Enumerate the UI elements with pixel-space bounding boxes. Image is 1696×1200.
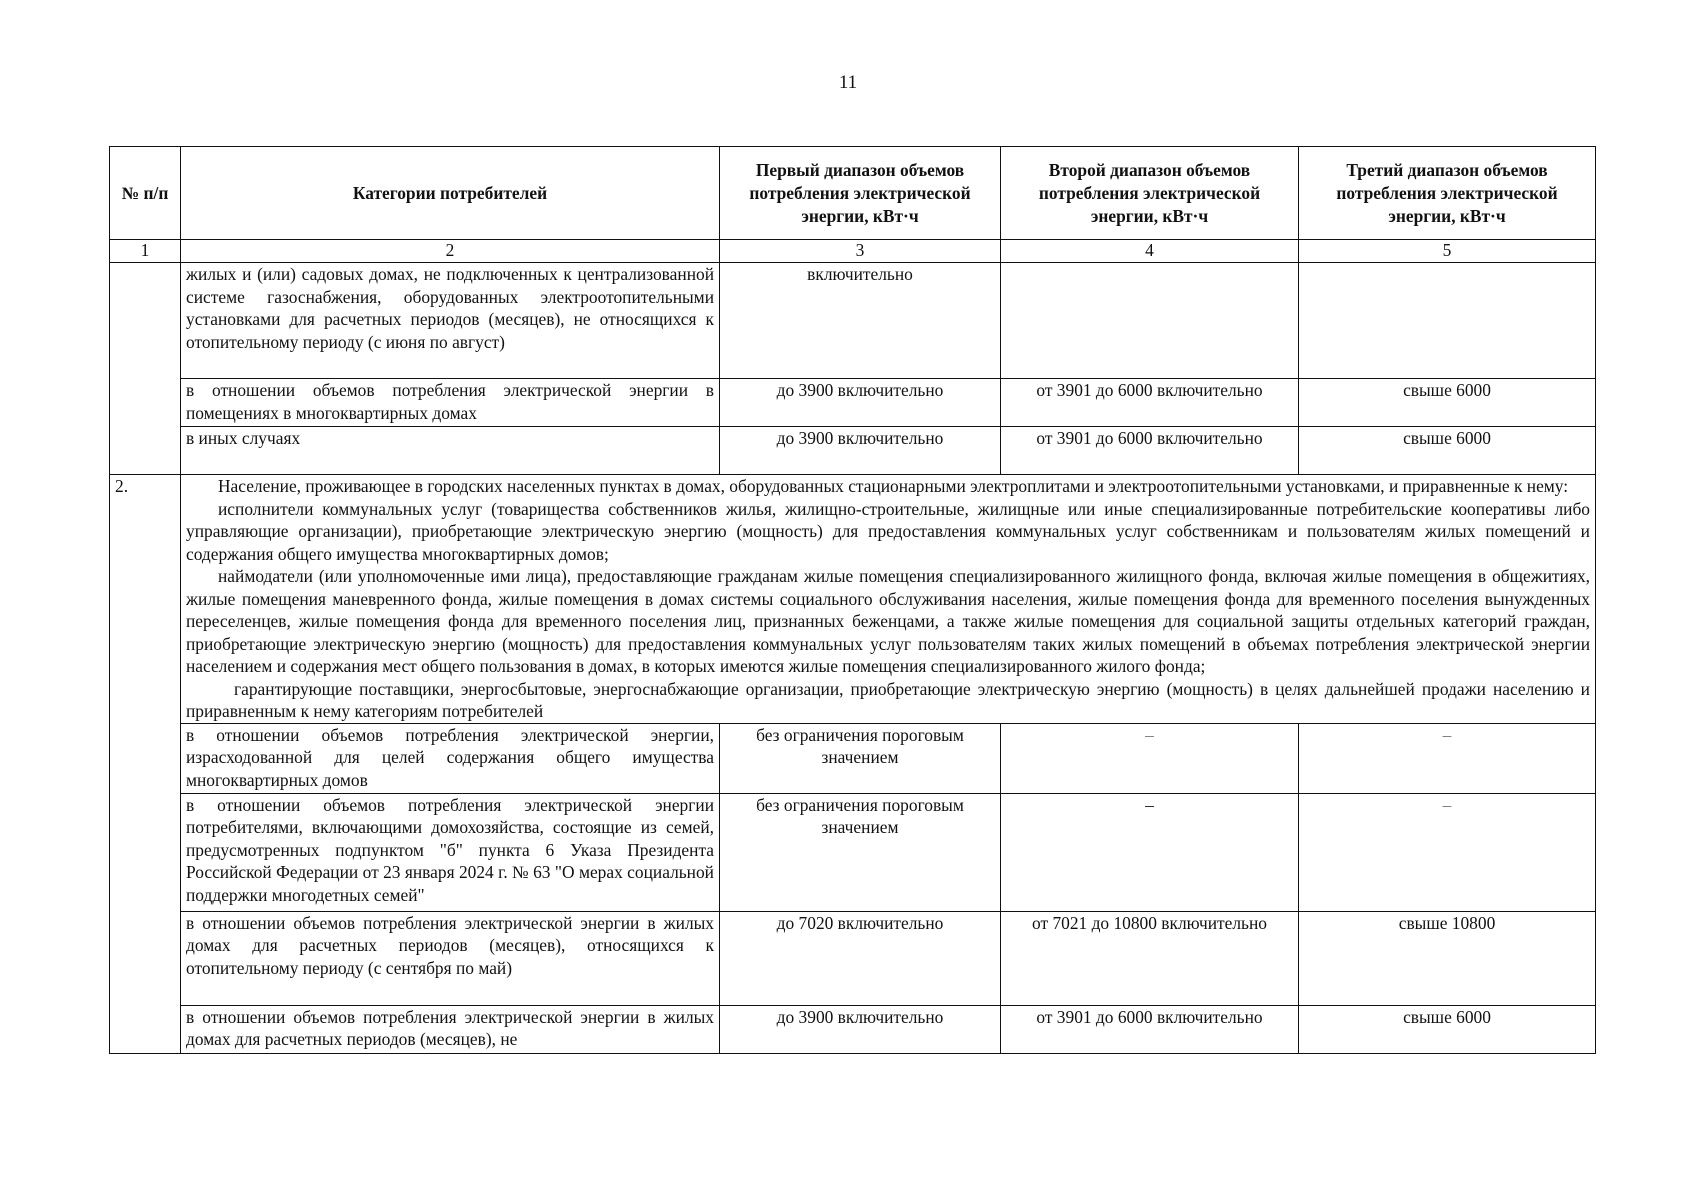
category-cell: в отношении объемов потребления электрической энергии потребителями, включающими домохозяйства, состоящие из семей, предусмотренных подпунктом "б" пункта 6 Указа Президента Российской Федерации от 23 января 2024 г. № 63 "О мерах социальной поддержки многодетных семей": [181, 793, 720, 911]
range-1-cell: до 3900 включительно: [720, 427, 1001, 475]
range-3-cell: свыше 6000: [1299, 1005, 1596, 1053]
row-number-empty: [110, 263, 181, 475]
range-3-cell: [1299, 263, 1596, 379]
range-3-cell: –: [1299, 793, 1596, 911]
column-number-row: [110, 240, 1596, 263]
category-cell: жилых и (или) садовых домах, не подключенных к централизованной системе газоснабжения, оборудованных электроотопительными установками для расчетных периодов (месяцев), не относящихся к отопительному периоду (с июня по август): [181, 263, 720, 379]
category-cell: в отношении объемов потребления электрической энергии в жилых домах для расчетных периодов (месяцев), не: [181, 1005, 720, 1053]
row-number: 2.: [110, 475, 181, 1054]
range-1-cell: без ограничения пороговым значением: [720, 723, 1001, 793]
range-2-cell: от 3901 до 6000 включительно: [1001, 379, 1299, 427]
column-number: 2: [181, 240, 720, 263]
table-row: [110, 427, 1596, 475]
category-cell: в отношении объемов потребления электрической энергии, израсходованной для целей содержания общего имущества многоквартирных домов: [181, 723, 720, 793]
table-row: [110, 1005, 1596, 1053]
range-2-cell: [1001, 263, 1299, 379]
category-cell: в иных случаях: [181, 427, 720, 475]
range-3-cell: –: [1299, 723, 1596, 793]
description-paragraph: исполнители коммунальных услуг (товарищества собственников жилья, жилищно-строительные, жилищные или иные специализированные потребительские кооперативы либо управляющие организации), приобретающие электрическую энергию (мощность) для предоставления коммунальных услуг собственникам и пользователям жилых помещений и содержания общего имущества многоквартирных домов;: [186, 498, 1590, 564]
table-row: [110, 379, 1596, 427]
range-2-cell: от 3901 до 6000 включительно: [1001, 1005, 1299, 1053]
column-number: 3: [720, 240, 1001, 263]
header-range-3: Третий диапазон объемов потребления электрической энергии, кВт·ч: [1299, 147, 1596, 240]
header-number: № п/п: [110, 147, 181, 240]
range-1-cell: без ограничения пороговым значением: [720, 793, 1001, 911]
range-2-cell: от 7021 до 10800 включительно: [1001, 911, 1299, 1005]
description-paragraph: наймодатели (или уполномоченные ими лица), предоставляющие гражданам жилые помещения специализированного жилищного фонда, включая жилые помещения в общежитиях, жилые помещения маневренного фонда, жилые помещения в домах системы социального обслуживания населения, жилые помещения фонда для временного поселения вынужденных переселенцев, жилые помещения фонда для временного поселения лиц, признанных беженцами, а также жилые помещения для социальной защиты отдельных категорий граждан, приобретающие электрическую энергию (мощность) для предоставления коммунальных услуг пользователям таких жилых помещений в объемах потребления электрической энергии населением и содержания мест общего пользования в домах, в которых имеются жилые помещения специализированного жилого фонда;: [186, 566, 1590, 676]
header-range-1: Первый диапазон объемов потребления электрической энергии, кВт·ч: [720, 147, 1001, 240]
description-paragraph: гарантирующие поставщики, энергосбытовые, энергоснабжающие организации, приобретающие электрическую энергию (мощность) в целях дальнейшей продажи населению и приравненным к нему категориям потребителей: [186, 678, 1590, 721]
range-3-cell: свыше 6000: [1299, 427, 1596, 475]
range-2-cell: –: [1001, 723, 1299, 793]
table-row: [110, 911, 1596, 1005]
section-2-description-row: [110, 475, 1596, 724]
range-2-cell: –: [1001, 793, 1299, 911]
range-1-cell: до 3900 включительно: [720, 1005, 1001, 1053]
table-header-row: [110, 147, 1596, 240]
page-number: 11: [838, 72, 858, 93]
table-row: [110, 263, 1596, 379]
category-cell: в отношении объемов потребления электрической энергии в помещениях в многоквартирных домах: [181, 379, 720, 427]
column-number: 1: [110, 240, 181, 263]
tariff-table: [109, 146, 1596, 1054]
range-2-cell: от 3901 до 6000 включительно: [1001, 427, 1299, 475]
range-3-cell: свыше 6000: [1299, 379, 1596, 427]
column-number: 5: [1299, 240, 1596, 263]
range-1-cell: до 3900 включительно: [720, 379, 1001, 427]
description-paragraph: Население, проживающее в городских населенных пунктах в домах, оборудованных стационарными электроплитами и электроотопительными установками, и приравненные к нему:: [218, 476, 1569, 496]
table-row: [110, 793, 1596, 911]
header-category: Категории потребителей: [181, 147, 720, 240]
range-3-cell: свыше 10800: [1299, 911, 1596, 1005]
range-1-cell: до 7020 включительно: [720, 911, 1001, 1005]
table-row: [110, 723, 1596, 793]
category-cell: в отношении объемов потребления электрической энергии в жилых домах для расчетных периодов (месяцев), относящихся к отопительному периоду (с сентября по май): [181, 911, 720, 1005]
section-2-description: [181, 475, 1596, 724]
range-1-cell: включительно: [720, 263, 1001, 379]
column-number: 4: [1001, 240, 1299, 263]
header-range-2: Второй диапазон объемов потребления электрической энергии, кВт·ч: [1001, 147, 1299, 240]
